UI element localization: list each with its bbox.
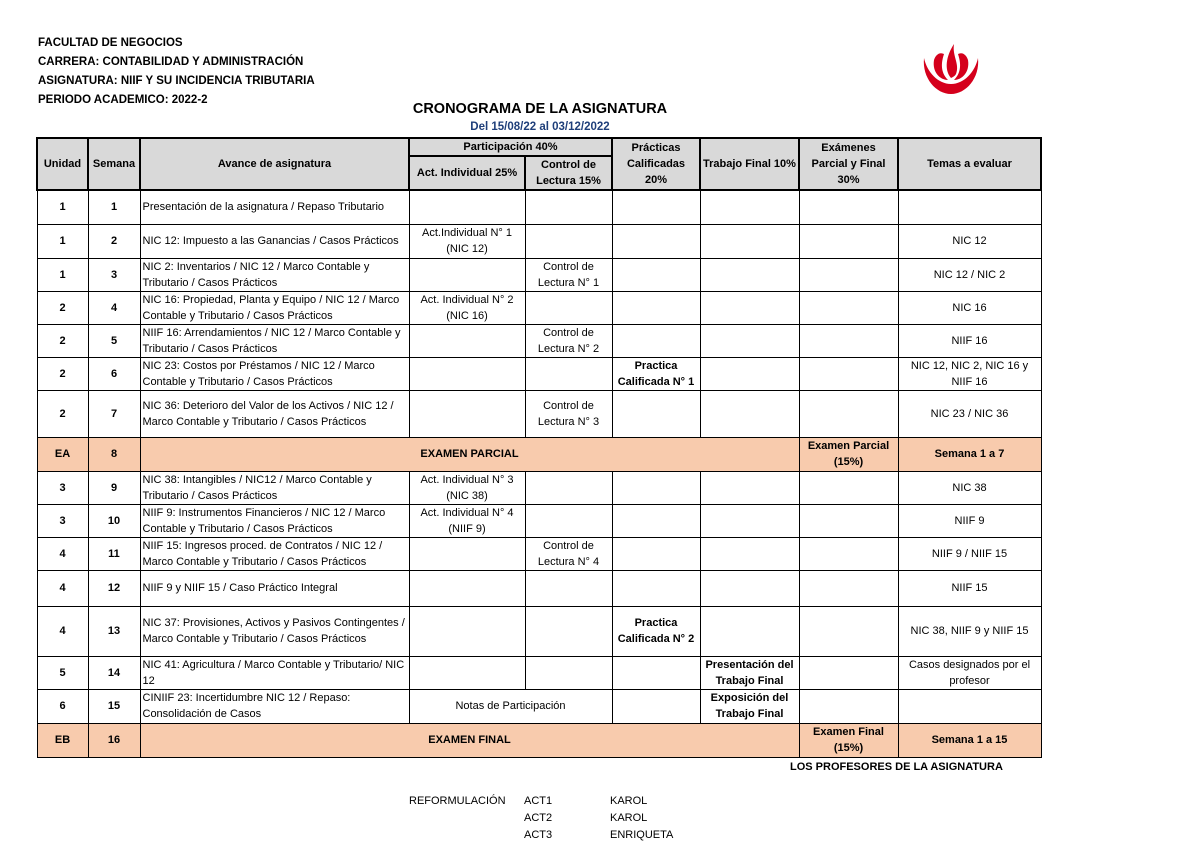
cell-examen bbox=[799, 606, 898, 656]
cell-avance: NIIF 9: Instrumentos Financieros / NIC 12 / Marco Contable y Tributario / Casos Prácticos bbox=[140, 504, 409, 537]
cell-unidad: 2 bbox=[37, 291, 88, 324]
table-row bbox=[37, 537, 1041, 570]
date-range: Del 15/08/22 al 03/12/2022 bbox=[470, 121, 610, 133]
cell-semana: 6 bbox=[88, 357, 140, 390]
cell-act: Act.Individual N° 1 (NIC 12) bbox=[409, 224, 525, 258]
table-row bbox=[37, 471, 1041, 504]
schedule-table bbox=[36, 137, 1042, 758]
exam-parcial-row bbox=[37, 437, 1041, 471]
cell-unidad: EB bbox=[37, 723, 88, 757]
name-item: ENRIQUETA bbox=[610, 829, 674, 841]
cell-control bbox=[525, 656, 612, 689]
col-practicas: Prácticas Calificadas 20% bbox=[612, 138, 700, 190]
cell-practica bbox=[612, 504, 700, 537]
logo-flame-left bbox=[934, 53, 948, 80]
cell-trabajo: Exposición del Trabajo Final bbox=[700, 689, 799, 723]
cell-act bbox=[409, 324, 525, 357]
cell-temas: NIIF 9 / NIIF 15 bbox=[898, 537, 1041, 570]
act-item: ACT3 bbox=[524, 829, 553, 841]
cell-control bbox=[525, 570, 612, 606]
exam-final-label: EXAMEN FINAL bbox=[140, 723, 799, 757]
cell-temas: NIC 38 bbox=[898, 471, 1041, 504]
table-row bbox=[37, 570, 1041, 606]
cell-avance: NIIF 15: Ingresos proced. de Contratos / NIC 12 / Marco Contable y Tributario / Casos Prácticos bbox=[140, 537, 409, 570]
cell-control bbox=[525, 606, 612, 656]
cell-temas: NIC 23 / NIC 36 bbox=[898, 390, 1041, 437]
cell-practica bbox=[612, 570, 700, 606]
cell-semana: 12 bbox=[88, 570, 140, 606]
cell-semana: 13 bbox=[88, 606, 140, 656]
cell-trabajo bbox=[700, 504, 799, 537]
cell-trabajo bbox=[700, 190, 799, 224]
cell-semana: 4 bbox=[88, 291, 140, 324]
cell-practica bbox=[612, 291, 700, 324]
subject-line: ASIGNATURA: NIIF Y SU INCIDENCIA TRIBUTARIA bbox=[38, 75, 315, 87]
cell-unidad: 1 bbox=[37, 190, 88, 224]
exam-final-row bbox=[37, 723, 1041, 757]
cell-control bbox=[525, 291, 612, 324]
cell-examen: Examen Parcial (15%) bbox=[799, 437, 898, 471]
cell-unidad: 6 bbox=[37, 689, 88, 723]
cell-practica bbox=[612, 324, 700, 357]
cell-temas: Casos designados por el profesor bbox=[898, 656, 1041, 689]
cell-examen bbox=[799, 190, 898, 224]
acts-list bbox=[524, 793, 552, 844]
faculty-line: FACULTAD DE NEGOCIOS bbox=[38, 37, 183, 49]
cell-examen bbox=[799, 291, 898, 324]
cell-trabajo bbox=[700, 224, 799, 258]
cell-trabajo bbox=[700, 606, 799, 656]
cell-examen bbox=[799, 570, 898, 606]
cell-avance: NIC 12: Impuesto a las Ganancias / Casos Prácticos bbox=[140, 224, 409, 258]
cell-semana: 5 bbox=[88, 324, 140, 357]
cell-trabajo bbox=[700, 537, 799, 570]
cell-temas: Semana 1 a 7 bbox=[898, 437, 1041, 471]
cell-unidad: 4 bbox=[37, 537, 88, 570]
cell-avance: NIIF 16: Arrendamientos / NIC 12 / Marco Contable y Tributario / Casos Prácticos bbox=[140, 324, 409, 357]
cell-temas: Semana 1 a 15 bbox=[898, 723, 1041, 757]
name-item: KAROL bbox=[610, 812, 648, 824]
cell-examen bbox=[799, 224, 898, 258]
cell-examen bbox=[799, 471, 898, 504]
col-examenes: Exámenes Parcial y Final 30% bbox=[799, 138, 898, 190]
cell-participacion: Notas de Participación bbox=[409, 689, 612, 723]
col-semana: Semana bbox=[88, 138, 140, 190]
cell-control bbox=[525, 224, 612, 258]
cell-semana: 15 bbox=[88, 689, 140, 723]
cell-act bbox=[409, 656, 525, 689]
cell-trabajo bbox=[700, 357, 799, 390]
table-row bbox=[37, 390, 1041, 437]
cell-trabajo bbox=[700, 390, 799, 437]
exam-parcial-label: EXAMEN PARCIAL bbox=[140, 437, 799, 471]
university-logo-icon bbox=[918, 40, 984, 96]
cell-avance: NIC 2: Inventarios / NIC 12 / Marco Contable y Tributario / Casos Prácticos bbox=[140, 258, 409, 291]
cell-control: Control de Lectura N° 2 bbox=[525, 324, 612, 357]
cell-control bbox=[525, 471, 612, 504]
cell-act bbox=[409, 258, 525, 291]
professors-label: LOS PROFESORES DE LA ASIGNATURA bbox=[790, 761, 1003, 773]
cell-semana: 7 bbox=[88, 390, 140, 437]
col-trabajo-final: Trabajo Final 10% bbox=[700, 138, 799, 190]
cell-act bbox=[409, 357, 525, 390]
cell-act bbox=[409, 190, 525, 224]
cell-trabajo bbox=[700, 258, 799, 291]
cell-examen bbox=[799, 258, 898, 291]
cell-avance: NIC 36: Deterioro del Valor de los Activos / NIC 12 / Marco Contable y Tributario / Casos Prácticos bbox=[140, 390, 409, 437]
cell-avance: NIC 41: Agricultura / Marco Contable y Tributario/ NIC 12 bbox=[140, 656, 409, 689]
cell-control bbox=[525, 504, 612, 537]
cell-practica bbox=[612, 224, 700, 258]
names-list bbox=[610, 793, 673, 844]
col-unidad: Unidad bbox=[37, 138, 88, 190]
cell-avance: Presentación de la asignatura / Repaso Tributario bbox=[140, 190, 409, 224]
cell-unidad: 3 bbox=[37, 471, 88, 504]
cell-temas: NIC 38, NIIF 9 y NIIF 15 bbox=[898, 606, 1041, 656]
cell-practica bbox=[612, 390, 700, 437]
cell-examen bbox=[799, 504, 898, 537]
cell-practica: Practica Calificada N° 1 bbox=[612, 357, 700, 390]
cell-avance: NIC 38: Intangibles / NIC12 / Marco Contable y Tributario / Casos Prácticos bbox=[140, 471, 409, 504]
cell-examen bbox=[799, 324, 898, 357]
reformulacion-label: REFORMULACIÓN bbox=[409, 795, 506, 807]
cell-practica: Practica Calificada N° 2 bbox=[612, 606, 700, 656]
cell-examen: Examen Final (15%) bbox=[799, 723, 898, 757]
cell-practica bbox=[612, 689, 700, 723]
cell-control bbox=[525, 357, 612, 390]
cell-unidad: 1 bbox=[37, 224, 88, 258]
cell-temas: NIIF 16 bbox=[898, 324, 1041, 357]
table-row bbox=[37, 656, 1041, 689]
cell-control bbox=[525, 190, 612, 224]
table-row bbox=[37, 291, 1041, 324]
act-item: ACT1 bbox=[524, 795, 553, 807]
cell-semana: 11 bbox=[88, 537, 140, 570]
col-participacion: Participación 40% bbox=[409, 138, 612, 156]
cell-control: Control de Lectura N° 3 bbox=[525, 390, 612, 437]
cell-trabajo bbox=[700, 291, 799, 324]
career-line: CARRERA: CONTABILIDAD Y ADMINISTRACIÓN bbox=[38, 56, 304, 68]
act-item: ACT2 bbox=[524, 812, 553, 824]
table-row bbox=[37, 357, 1041, 390]
cell-trabajo: Presentación del Trabajo Final bbox=[700, 656, 799, 689]
table-row bbox=[37, 224, 1041, 258]
cell-examen bbox=[799, 689, 898, 723]
cell-examen bbox=[799, 537, 898, 570]
cell-semana: 2 bbox=[88, 224, 140, 258]
col-act-individual: Act. Individual 25% bbox=[409, 156, 525, 190]
cell-semana: 14 bbox=[88, 656, 140, 689]
logo-flame-center bbox=[947, 44, 957, 78]
cell-act: Act. Individual N° 4 (NIIF 9) bbox=[409, 504, 525, 537]
cell-temas bbox=[898, 689, 1041, 723]
cell-trabajo bbox=[700, 471, 799, 504]
cell-trabajo bbox=[700, 324, 799, 357]
cell-unidad: 2 bbox=[37, 390, 88, 437]
cell-avance: NIC 16: Propiedad, Planta y Equipo / NIC 12 / Marco Contable y Tributario / Casos Prácticos bbox=[140, 291, 409, 324]
cell-temas bbox=[898, 190, 1041, 224]
table-row bbox=[37, 504, 1041, 537]
cell-avance: NIIF 9 y NIIF 15 / Caso Práctico Integral bbox=[140, 570, 409, 606]
cell-unidad: 1 bbox=[37, 258, 88, 291]
name-item: KAROL bbox=[610, 795, 648, 807]
cell-avance: NIC 37: Provisiones, Activos y Pasivos Contingentes / Marco Contable y Tributario / Casos Prácticos bbox=[140, 606, 409, 656]
cell-control: Control de Lectura N° 4 bbox=[525, 537, 612, 570]
cell-trabajo bbox=[700, 570, 799, 606]
cell-unidad: 5 bbox=[37, 656, 88, 689]
cell-examen bbox=[799, 656, 898, 689]
col-avance: Avance de asignatura bbox=[140, 138, 409, 190]
cell-act: Act. Individual N° 2 (NIC 16) bbox=[409, 291, 525, 324]
cell-act bbox=[409, 606, 525, 656]
cell-examen bbox=[799, 357, 898, 390]
cell-temas: NIIF 15 bbox=[898, 570, 1041, 606]
cell-practica bbox=[612, 471, 700, 504]
cell-temas: NIC 12 bbox=[898, 224, 1041, 258]
cell-unidad: EA bbox=[37, 437, 88, 471]
cell-unidad: 4 bbox=[37, 606, 88, 656]
cell-practica bbox=[612, 190, 700, 224]
cell-semana: 16 bbox=[88, 723, 140, 757]
cell-temas: NIIF 9 bbox=[898, 504, 1041, 537]
cell-unidad: 2 bbox=[37, 324, 88, 357]
cell-avance: NIC 23: Costos por Préstamos / NIC 12 / Marco Contable y Tributario / Casos Prácticos bbox=[140, 357, 409, 390]
cell-unidad: 3 bbox=[37, 504, 88, 537]
page-title: CRONOGRAMA DE LA ASIGNATURA bbox=[412, 101, 668, 117]
cell-practica bbox=[612, 656, 700, 689]
cell-unidad: 4 bbox=[37, 570, 88, 606]
cell-temas: NIC 12, NIC 2, NIC 16 y NIIF 16 bbox=[898, 357, 1041, 390]
table-row bbox=[37, 190, 1041, 224]
cell-practica bbox=[612, 258, 700, 291]
cell-semana: 9 bbox=[88, 471, 140, 504]
cell-act bbox=[409, 537, 525, 570]
col-control-lectura: Control de Lectura 15% bbox=[525, 156, 612, 190]
period-line: PERIODO ACADEMICO: 2022-2 bbox=[38, 94, 208, 106]
cell-avance: CINIIF 23: Incertidumbre NIC 12 / Repaso: Consolidación de Casos bbox=[140, 689, 409, 723]
cell-temas: NIC 12 / NIC 2 bbox=[898, 258, 1041, 291]
cell-semana: 8 bbox=[88, 437, 140, 471]
cell-practica bbox=[612, 537, 700, 570]
cell-semana: 3 bbox=[88, 258, 140, 291]
cell-examen bbox=[799, 390, 898, 437]
cell-unidad: 2 bbox=[37, 357, 88, 390]
table-row bbox=[37, 324, 1041, 357]
table-row bbox=[37, 258, 1041, 291]
table-row bbox=[37, 689, 1041, 723]
cell-temas: NIC 16 bbox=[898, 291, 1041, 324]
header-block bbox=[38, 34, 315, 110]
col-temas: Temas a evaluar bbox=[898, 138, 1041, 190]
cell-semana: 10 bbox=[88, 504, 140, 537]
cell-semana: 1 bbox=[88, 190, 140, 224]
cell-act bbox=[409, 570, 525, 606]
table-row bbox=[37, 606, 1041, 656]
cell-act: Act. Individual N° 3 (NIC 38) bbox=[409, 471, 525, 504]
cell-act bbox=[409, 390, 525, 437]
cell-control: Control de Lectura N° 1 bbox=[525, 258, 612, 291]
